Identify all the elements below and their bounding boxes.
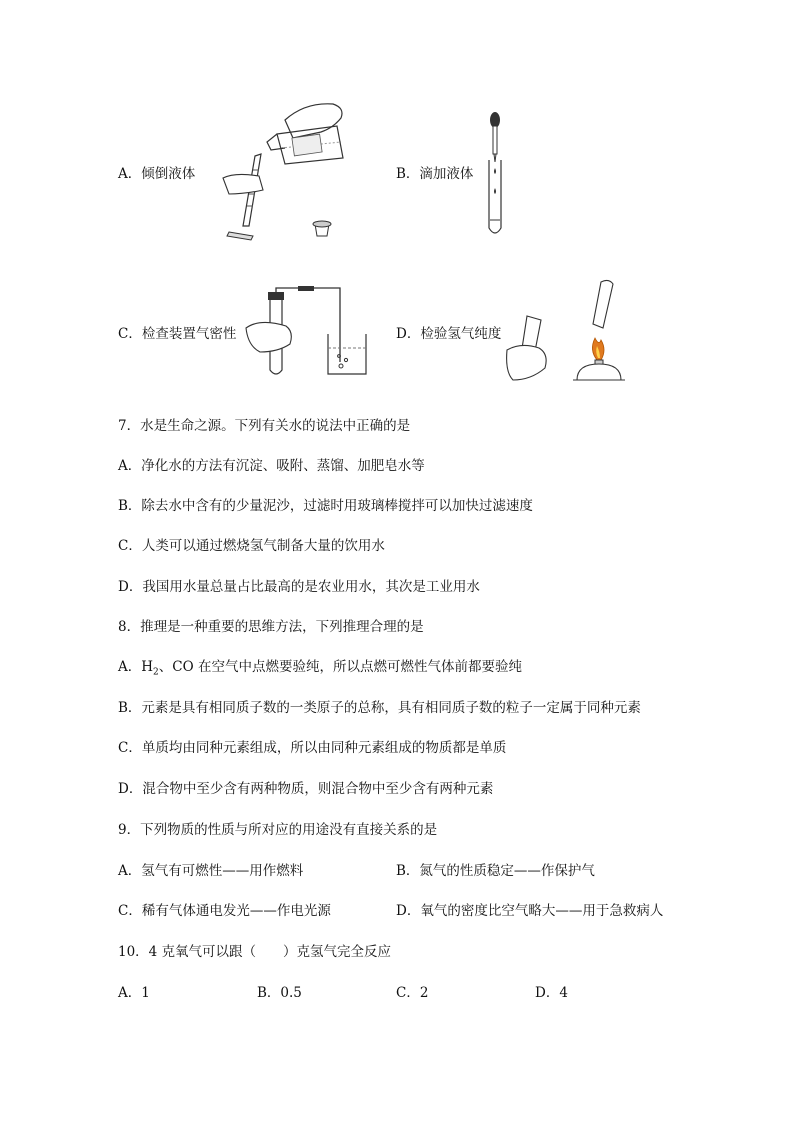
dropping-liquid-illustration: [482, 108, 512, 238]
figure-label-a: A．倾倒液体: [118, 166, 196, 182]
figure-label-b: B．滴加液体: [396, 166, 474, 182]
question-7-option-c: C．人类可以通过燃烧氢气制备大量的饮用水: [118, 538, 385, 554]
question-7-option-b: B．除去水中含有的少量泥沙，过滤时用玻璃棒搅拌可以加快过滤速度: [118, 498, 533, 514]
question-7-option-d: D．我国用水量总量占比最高的是农业用水，其次是工业用水: [118, 579, 480, 595]
figure-label-c: C．检查装置气密性: [118, 326, 237, 342]
question-9-option-b: B．氮气的性质稳定——作保护气: [396, 863, 595, 879]
question-9-option-a: A．氢气有可燃性——用作燃料: [118, 863, 304, 879]
question-9-option-c: C．稀有气体通电发光——作电光源: [118, 903, 331, 919]
question-10-option-d: D．4: [535, 985, 568, 1001]
airtightness-check-illustration: [242, 286, 378, 378]
question-10-option-a: A．1: [118, 985, 150, 1001]
question-10-stem: 10．4 克氧气可以跟（ ）克氢气完全反应: [118, 944, 392, 960]
question-8-option-d: D．混合物中至少含有两种物质，则混合物中至少含有两种元素: [118, 781, 494, 797]
question-8-option-a: A．$H_2$、CO 在空气中点燃要验纯，所以点燃可燃性气体前都要验纯: [118, 659, 522, 678]
question-7-stem: 7．水是生命之源。下列有关水的说法中正确的是: [118, 418, 411, 434]
question-9-stem: 9．下列物质的性质与所对应的用途没有直接关系的是: [118, 822, 438, 838]
hydrogen-purity-check-illustration: [505, 276, 627, 388]
figure-label-d: D．检验氢气纯度: [396, 326, 502, 342]
question-10-option-c: C．2: [396, 985, 429, 1001]
question-8-option-c: C．单质均由同种元素组成，所以由同种元素组成的物质都是单质: [118, 740, 507, 756]
question-8-option-b: B．元素是具有相同质子数的一类原子的总称，具有相同质子数的粒子一定属于同种元素: [118, 700, 641, 716]
question-7-option-a: A．净化水的方法有沉淀、吸附、蒸馏、加肥皂水等: [118, 458, 425, 474]
question-8-stem: 8．推理是一种重要的思维方法，下列推理合理的是: [118, 619, 424, 635]
pouring-liquid-illustration: [215, 98, 355, 246]
question-9-option-d: D．氧气的密度比空气略大——用于急救病人: [396, 903, 664, 919]
question-10-option-b: B．0.5: [257, 985, 302, 1001]
